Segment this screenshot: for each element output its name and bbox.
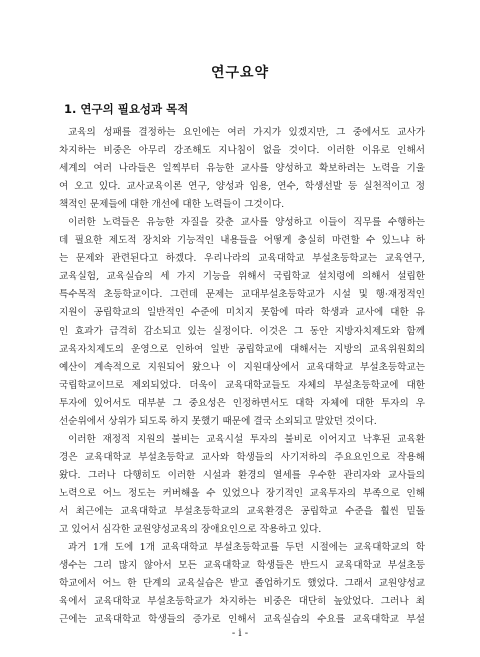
text-line: 차지하는 비중은 아무리 강조해도 지나침이 없을 것이다. 이러한 이유로 인해서	[59, 145, 425, 157]
text-line: 교육자치제도의 운영으로 인하여 일반 공립학교에 대해서는 지방의 교육위원회의	[59, 343, 425, 355]
page-number: - i -	[231, 628, 249, 639]
text-line: 고 있어서 심각한 교원양성교육의 장애요인으로 작용하고 있다.	[59, 524, 322, 536]
text-line: 인 효과가 급격히 감소되고 있는 실정이다. 이것은 그 동안 지방자치제도와 함께	[59, 325, 425, 337]
text-line: 과거 1개 도에 1개 교육대학교 부설초등학교를 두던 시절에는 교육대학교의 학	[68, 542, 425, 554]
body-text	[59, 124, 425, 629]
text-line: 육에서 교육대학교 부설초등학교가 차지하는 비중은 대단히 높았었다. 그러나 최	[59, 596, 425, 608]
text-line: 이러한 재정적 지원의 불비는 교육시설 투자의 불비로 이어지고 낙후된 교육환	[68, 433, 425, 445]
document-title: 연구요약	[210, 65, 270, 81]
paragraph	[59, 539, 425, 629]
text-line: 근에는 교육대학교 학생들의 증가로 인해서 교육실습의 수요를 교육대학교 부설	[59, 614, 425, 626]
text-line: 선순위에서 상위가 되도록 하지 못했기 때문에 결국 소외되고 말았던 것이다.	[59, 415, 377, 427]
text-line: 예산이 계속적으로 지원되어 왔으나 이 지원대상에서 교육대학교 부설초등학교는	[59, 361, 425, 373]
text-line: 데 필요한 제도적 장치와 기능적인 내용들을 어떻게 충실히 마련할 수 있느냐 하	[59, 235, 425, 247]
text-line: 는 문제와 관련된다고 하겠다. 우리나라의 교육대학교 부설초등학교는 교육연구,	[59, 253, 425, 265]
text-line: 서 최근에는 교육대학교 부설초등학교의 교육환경은 공립학교 수준을 훨씬 밑돌	[59, 505, 425, 517]
text-line: 세계의 여러 나라들은 일찍부터 유능한 교사를 양성하고 확보하려는 노력을 기울	[59, 163, 425, 175]
section-heading: 1. 연구의 필요성과 목적	[64, 102, 189, 116]
text-line: 투자에 있어서도 대부분 그 중요성은 인정하면서도 대학 자체에 대한 투자의 우	[59, 397, 425, 409]
text-line: 생수는 그리 많지 않아서 모든 교육대학교 학생들은 반드시 교육대학교 부설초등	[59, 560, 425, 572]
text-line: 노력으로 어느 정도는 커버해올 수 있었으나 장기적인 교육투자의 부족으로 인해	[59, 487, 425, 499]
text-line: 여 오고 있다. 교사교육이론 연구, 양성과 임용, 연수, 학생선발 등 실천적이고 정	[59, 181, 425, 193]
text-line: 학교에서 어느 한 단계의 교육실습은 받고 졸업하기도 했었다. 그래서 교원양성교	[59, 578, 425, 590]
paragraph	[59, 431, 425, 539]
text-line: 국립학교이므로 제외되었다. 더욱이 교육대학교들도 자체의 부설초등학교에 대한	[59, 379, 425, 391]
text-line: 경은 교육대학교 부설초등학교 교사와 학생들의 사기저하의 주요요인으로 작용해	[59, 451, 425, 463]
text-line: 지원이 공립학교의 일반적인 수준에 미치지 못함에 따라 학생과 교사에 대한 유	[59, 307, 425, 319]
text-line: 왔다. 그러나 다행히도 이러한 시설과 환경의 열세를 우수한 관리자와 교사들의	[59, 469, 425, 481]
text-line: 책적인 문제들에 대한 개선에 대한 노력들이 그것이다.	[59, 199, 285, 211]
paragraph	[59, 214, 425, 431]
text-line: 교육실험, 교육실습의 세 가지 기능을 위해서 국립학교 설치령에 의해서 설립한	[59, 271, 425, 283]
text-line: 교육의 성패를 결정하는 요인에는 여러 가지가 있겠지만, 그 중에서도 교사가	[68, 127, 425, 138]
paragraph	[59, 124, 425, 214]
text-line: 특수목적 초등학교이다. 그런데 문제는 교대부설초등학교가 시설 및 행·재정적인	[59, 289, 425, 301]
text-line: 이러한 노력들은 유능한 자질을 갖춘 교사를 양성하고 이들이 직무를 수행하는	[68, 217, 425, 229]
